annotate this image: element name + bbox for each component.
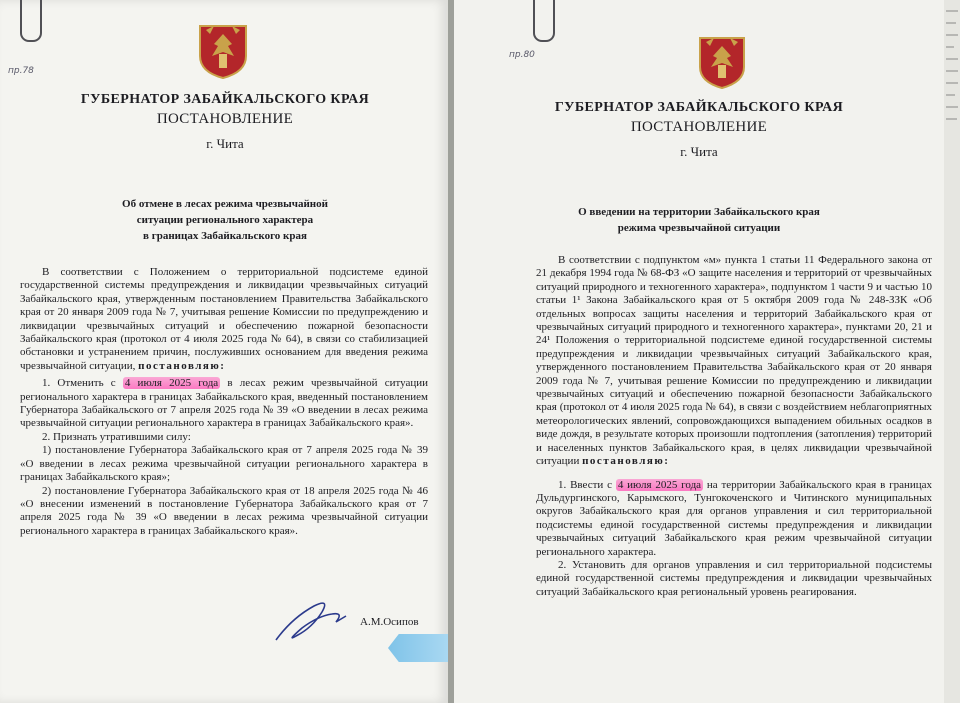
document-title [80, 196, 370, 244]
preamble-paragraph: В соответствии с Положением о территориальной подсистеме единой государственной системы предупреждения и ликвидации чрезвычайных ситуаций Забайкальского края, утвержденным постановлением Правительства Забайкальского края от 20 января 2009 года № 7, учитывая решение Комиссии по предупреждению и ликвидации чрезвычайных ситуаций и обеспечению пожарной безопасности Забайкальского края (протокол от 4 июля 2025 года № 64), в связи со стабилизацией обстановки и устранением причин, послуживших основанием для введения режима чрезвычайной ситуации, постановляю: [20, 266, 428, 372]
edge-text-line [946, 70, 958, 72]
signature-icon [272, 598, 352, 644]
edge-text-line [946, 58, 958, 60]
paperclip-icon [20, 0, 42, 42]
edge-text-line [946, 10, 958, 12]
preamble-paragraph: В соответствии с подпунктом «м» пункта 1 статьи 11 Федерального закона от 21 декабря 1994 года № 68-ФЗ «О защите населения и территорий от чрезвычайных ситуаций природного и техногенного характера», подпунктом 1 части 9 и частью 10 статьи 1¹ Закона Забайкальского края от 5 октября 2009 года № 248-ЗЗК «Об отдельных вопросах защиты населения и территорий Забайкальского края от чрезвычайных ситуаций природного и техногенного характера», пунктами 20, 21 и 24¹ Положения о территориальной подсистеме единой государственной системы предупреждения и ликвидации чрезвычайных ситуаций Забайкальского края, утвержденного постановлением Правительства Забайкальского края от 20 января 2009 года № 7, учитывая решение Комиссии по предупреждению и ликвидации чрезвычайных ситуаций и обеспечению пожарной безопасности Забайкальского края (протокол от 4 июля 2025 года № 64), в связи с воздействием неблагоприятных метеорологических явлений, сопровождающихся выпадением обильных осадков в виде дождя, в результате которых произошли подтопления (затопления) территорий и населенных пунктов Забайкальского края, в целях ликвидации чрезвычайной ситуации постановляю: [536, 254, 932, 468]
title-line: режима чрезвычайной ситуации [617, 222, 781, 234]
item-2-1: 1) постановление Губернатора Забайкальского края от 7 апреля 2025 года № 39 «О введении в лесах режима чрезвычайной ситуации регионального характера в границах Забайкальского края»; [20, 444, 428, 484]
title-line: О введении на территории Забайкальского края [578, 206, 820, 218]
decree-word: постановляю: [138, 359, 226, 372]
sticky-tab-flag [388, 634, 448, 662]
edge-text-line [946, 106, 958, 108]
decree-word: постановляю: [582, 455, 670, 468]
coat-of-arms-icon [696, 34, 748, 90]
edge-text-line [946, 46, 954, 48]
item-2: 2. Установить для органов управления и сил территориальной подсистемы единой государственной системы предупреждения и ликвидации чрезвычайных ситуаций Забайкальского края региональный уровень реагирования. [536, 558, 932, 598]
edge-text-line [946, 34, 958, 36]
edge-text-line [946, 118, 957, 120]
left-document [0, 0, 448, 703]
coat-of-arms-icon [196, 22, 250, 80]
highlighted-date: 4 июля 2025 года [124, 377, 219, 390]
handwritten-note: пр.78 [8, 66, 34, 76]
edge-text-line [946, 22, 956, 24]
item-2-2: 2) постановление Губернатора Забайкальского края от 18 апреля 2025 года № 46 «О внесении изменений в постановление Губернатора Забайкальского края от 7 апреля 2025 года № 39 «О введении в лесах режима чрезвычайной ситуации регионального характера в границах Забайкальского края». [20, 484, 428, 537]
governor-heading: ГУБЕРНАТОР ЗАБАЙКАЛЬСКОГО КРАЯ [80, 92, 370, 107]
document-body [536, 254, 932, 599]
title-line: в границах Забайкальского края [143, 230, 307, 242]
governor-heading: ГУБЕРНАТОР ЗАБАЙКАЛЬСКОГО КРАЯ [554, 100, 844, 115]
edge-text-line [946, 82, 958, 84]
decree-heading: ПОСТАНОВЛЕНИЕ [156, 111, 294, 127]
city-label: г. Чита [206, 136, 244, 151]
signer-name: А.М.Осипов [360, 616, 419, 628]
document-title [544, 204, 854, 236]
city-label: г. Чита [680, 144, 718, 159]
document-body [20, 266, 428, 538]
title-line: Об отмене в лесах режима чрезвычайной [122, 198, 328, 210]
item-1: 1. Ввести с 4 июля 2025 года на территории Забайкальского края в границах Дульдургинского, Карымского, Тунгокоченского и Читинского муниципальных округов Забайкальского края для органов управления и сил территориальной подсистемы единой государственной системы предупреждения и ликвидации чрезвычайных ситуаций Забайкальского края режим чрезвычайной ситуации регионального характера. [536, 478, 933, 558]
partial-sheet-edge [944, 0, 960, 703]
edge-text-line [946, 94, 955, 96]
right-document [454, 0, 944, 703]
decree-heading: ПОСТАНОВЛЕНИЕ [630, 119, 768, 135]
item-1: 1. Отменить с 4 июля 2025 года в лесах режим чрезвычайной ситуации регионального характера в границах Забайкальского края, введенный постановлением Губернатора Забайкальского от 7 апреля 2025 года № 39 «О введении в лесах режима чрезвычайной ситуации регионального характера в границах Забайкальского края». [20, 377, 429, 430]
title-line: ситуации регионального характера [136, 214, 314, 226]
document-header [60, 92, 390, 152]
document-header [534, 100, 864, 160]
handwritten-note: пр.80 [509, 50, 535, 60]
paperclip-icon [533, 0, 555, 42]
highlighted-date: 4 июля 2025 года [617, 478, 702, 491]
item-2: 2. Признать утратившими силу: [42, 430, 191, 443]
